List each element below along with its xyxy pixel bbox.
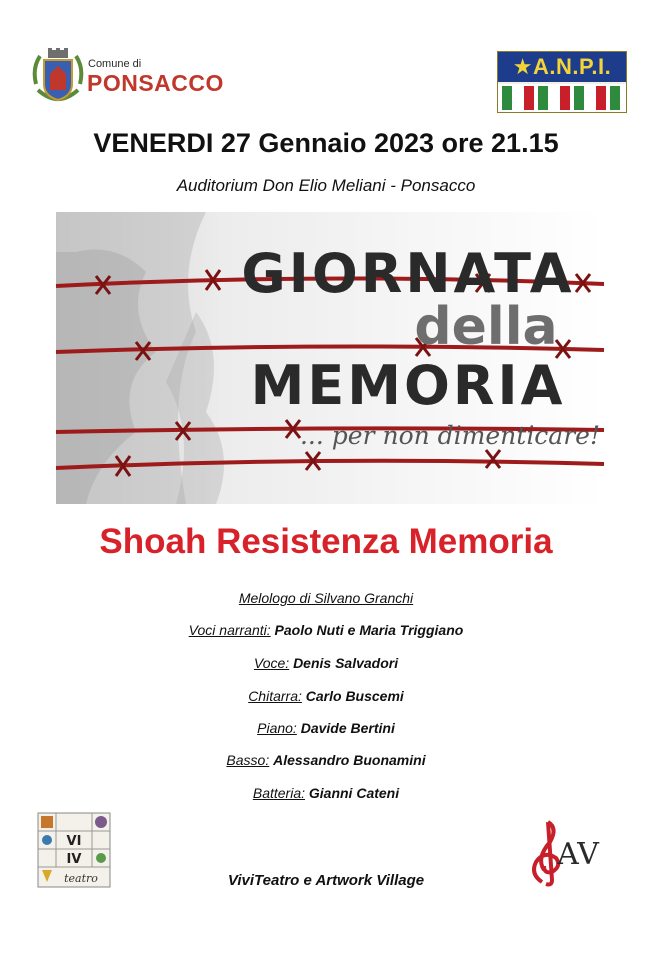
credit-value: Gianni Cateni — [308, 785, 400, 801]
credit-value: Paolo Nuti e Maria Triggiano — [274, 622, 464, 638]
credit-value: Davide Bertini — [300, 720, 395, 736]
organizers-footer: ViviTeatro e Artwork Village — [227, 872, 425, 889]
credit-label: Batteria: — [252, 785, 305, 801]
credit-line — [0, 688, 652, 704]
barbed-wire-banner-image — [56, 212, 604, 504]
credit-value: Denis Salvadori — [293, 655, 399, 671]
credit-label: Piano: — [257, 720, 297, 736]
vivi-logo-text: teatro — [64, 872, 98, 885]
banner-line3: MEMORIA — [250, 354, 566, 417]
av-logo-text: AV — [557, 837, 599, 872]
credit-value: Alessandro Buonamini — [273, 752, 426, 768]
credit-label: Voci narranti: — [188, 622, 271, 638]
comune-label: Comune di — [88, 58, 142, 70]
credit-line — [0, 785, 652, 801]
credit-line — [0, 655, 652, 671]
subtitle-text: Melologo di Silvano Granchi — [238, 590, 414, 606]
comune-ponsacco-logo — [30, 46, 224, 112]
credit-line — [0, 622, 652, 638]
svg-text:IV: IV — [66, 852, 82, 867]
banner-tagline: ... per non dimenticare! — [299, 421, 601, 450]
banner-line2: della — [414, 297, 558, 357]
credit-line — [0, 752, 652, 768]
coat-of-arms-icon — [30, 46, 86, 112]
credit-label: Basso: — [226, 752, 270, 768]
credit-line — [0, 720, 652, 736]
giornata-memoria-banner — [56, 212, 604, 504]
event-date-headline: VENERDI 27 Gennaio 2023 ore 21.15 — [93, 128, 559, 158]
credit-label: Chitarra: — [248, 688, 302, 704]
svg-text:VI: VI — [66, 834, 82, 849]
show-title: Shoah Resistenza Memoria — [99, 522, 553, 561]
comune-name: PONSACCO — [87, 70, 224, 96]
credit-value: Carlo Buscemi — [305, 688, 404, 704]
italian-flag-icon — [498, 84, 626, 112]
credit-label: Voce: — [253, 655, 290, 671]
show-subtitle — [0, 590, 652, 606]
banner-line1: GIORNATA — [241, 242, 575, 305]
anpi-label: ★A.N.P.I. — [498, 52, 626, 82]
event-venue: Auditorium Don Elio Meliani - Ponsacco — [176, 176, 476, 195]
anpi-logo — [497, 51, 627, 113]
